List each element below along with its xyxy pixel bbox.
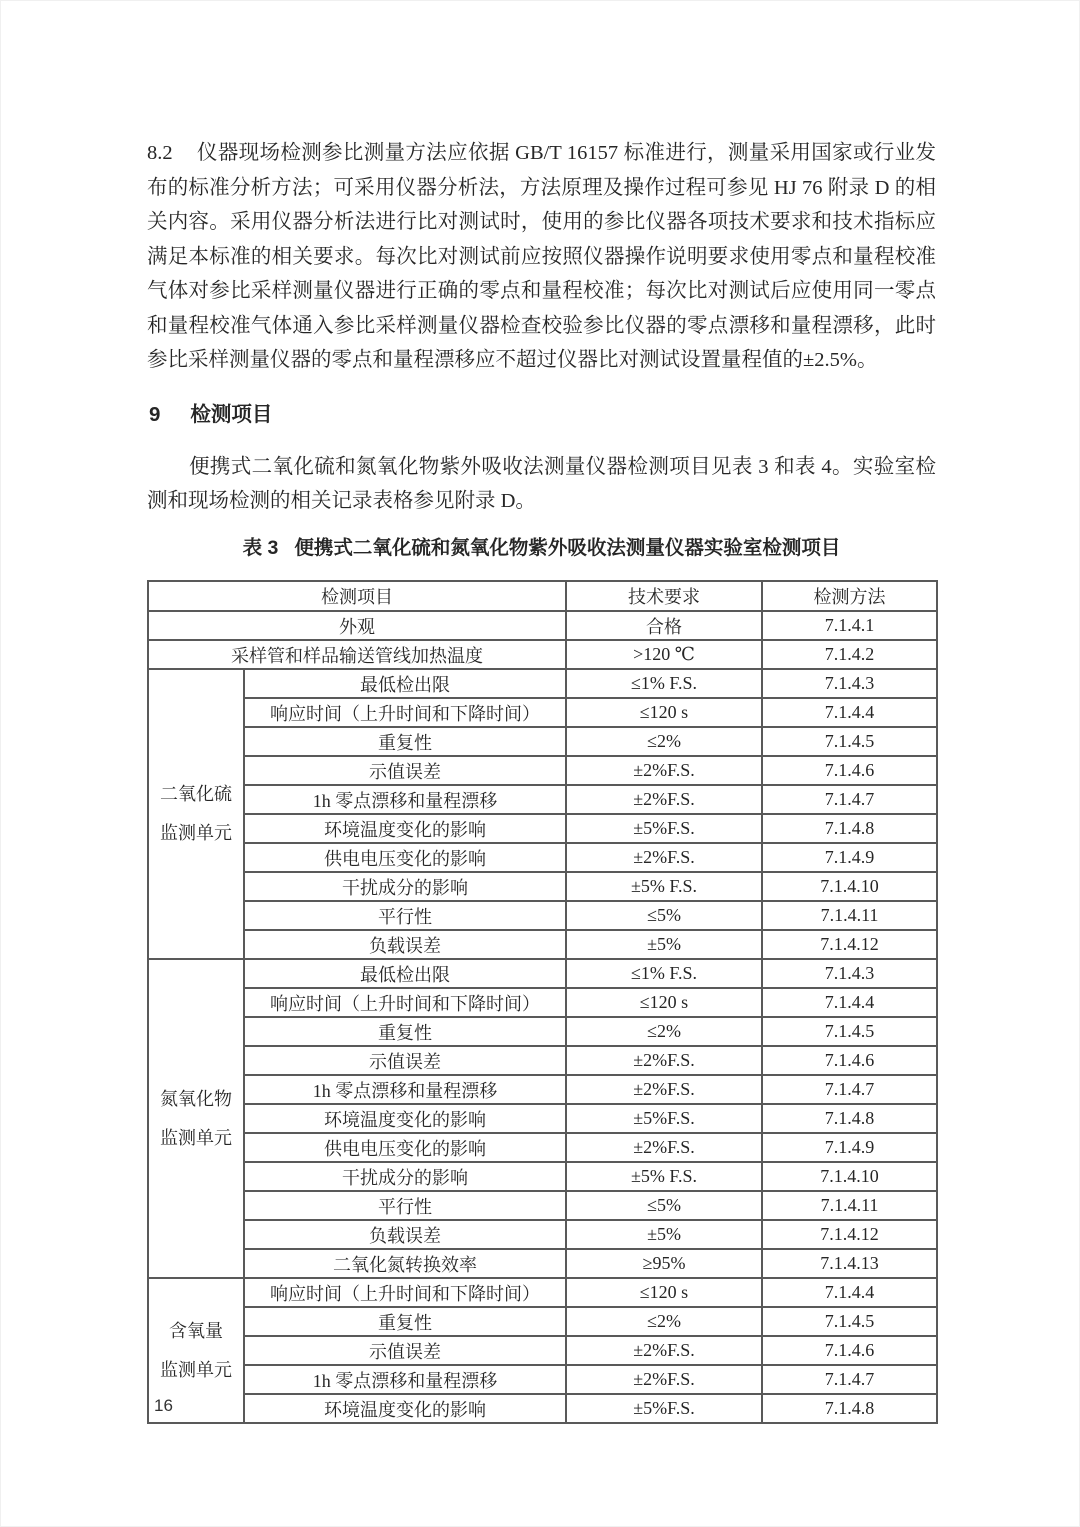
cell-group-line: 监测单元 <box>160 1359 232 1380</box>
table-row <box>148 1249 937 1278</box>
cell-method: 7.1.4.5 <box>762 1307 937 1336</box>
table-row <box>148 1336 937 1365</box>
cell-item: 供电电压变化的影响 <box>244 843 566 872</box>
table-row <box>148 872 937 901</box>
table-header-row <box>148 581 937 611</box>
section-9-paragraph: 便携式二氧化硫和氮氧化物紫外吸收法测量仪器检测项目见表 3 和表 4。实验室检测和现场检测的相关记录表格参见附录 D。 <box>147 455 936 512</box>
table-row <box>148 814 937 843</box>
table-row <box>148 698 937 727</box>
clause-8-2-number: 8.2 <box>147 142 173 164</box>
table-row <box>148 1191 937 1220</box>
cell-item: 最低检出限 <box>244 669 566 698</box>
cell-requirement: 合格 <box>566 611 762 640</box>
table-row <box>148 1365 937 1394</box>
table-row <box>148 785 937 814</box>
cell-requirement: ±5% F.S. <box>566 1162 762 1191</box>
cell-method: 7.1.4.5 <box>762 1017 937 1046</box>
cell-method: 7.1.4.4 <box>762 698 937 727</box>
cell-method: 7.1.4.8 <box>762 1104 937 1133</box>
cell-item: 负载误差 <box>244 930 566 959</box>
cell-requirement: ±2%F.S. <box>566 1365 762 1394</box>
cell-item: 干扰成分的影响 <box>244 872 566 901</box>
cell-requirement: ±2%F.S. <box>566 1046 762 1075</box>
cell-group-line: 氮氧化物 <box>160 1088 232 1109</box>
cell-requirement: ±5%F.S. <box>566 1104 762 1133</box>
cell-method: 7.1.4.7 <box>762 1075 937 1104</box>
table3 <box>147 580 938 1424</box>
cell-requirement: ≤2% <box>566 1017 762 1046</box>
cell-method: 7.1.4.3 <box>762 959 937 988</box>
cell-requirement: ≤2% <box>566 1307 762 1336</box>
cell-group-line: 含氧量 <box>169 1320 223 1341</box>
section-9-title: 检测项目 <box>190 402 273 426</box>
cell-item: 重复性 <box>244 1017 566 1046</box>
cell-method: 7.1.4.12 <box>762 1220 937 1249</box>
cell-item: 二氧化氮转换效率 <box>244 1249 566 1278</box>
cell-requirement: ±5%F.S. <box>566 814 762 843</box>
cell-method: 7.1.4.6 <box>762 756 937 785</box>
cell-item: 示值误差 <box>244 756 566 785</box>
cell-item: 环境温度变化的影响 <box>244 1394 566 1423</box>
table-row <box>148 1133 937 1162</box>
cell-method: 7.1.4.2 <box>762 640 937 669</box>
cell-requirement: ≤120 s <box>566 698 762 727</box>
section-9-heading <box>149 400 936 430</box>
cell-item: 最低检出限 <box>244 959 566 988</box>
col-header-method: 检测方法 <box>762 581 937 611</box>
cell-item: 供电电压变化的影响 <box>244 1133 566 1162</box>
cell-method: 7.1.4.10 <box>762 1162 937 1191</box>
cell-requirement: >120 ℃ <box>566 640 762 669</box>
cell-method: 7.1.4.9 <box>762 1133 937 1162</box>
cell-method: 7.1.4.1 <box>762 611 937 640</box>
cell-item: 响应时间（上升时间和下降时间） <box>244 1278 566 1307</box>
cell-requirement: ±5% <box>566 1220 762 1249</box>
cell-method: 7.1.4.10 <box>762 872 937 901</box>
cell-requirement: ±2%F.S. <box>566 785 762 814</box>
cell-method: 7.1.4.6 <box>762 1336 937 1365</box>
cell-item: 干扰成分的影响 <box>244 1162 566 1191</box>
cell-item: 重复性 <box>244 1307 566 1336</box>
cell-method: 7.1.4.5 <box>762 727 937 756</box>
cell-item: 采样管和样品输送管线加热温度 <box>148 640 566 669</box>
cell-requirement: ≤120 s <box>566 1278 762 1307</box>
table-row <box>148 930 937 959</box>
cell-requirement: ≥95% <box>566 1249 762 1278</box>
cell-group-line: 二氧化硫 <box>160 784 232 804</box>
cell-requirement: ≤5% <box>566 1191 762 1220</box>
cell-group-line: 监测单元 <box>160 823 232 843</box>
cell-method: 7.1.4.7 <box>762 785 937 814</box>
table-row <box>148 1394 937 1423</box>
cell-requirement: ±2%F.S. <box>566 1336 762 1365</box>
cell-item: 环境温度变化的影响 <box>244 814 566 843</box>
cell-method: 7.1.4.6 <box>762 1046 937 1075</box>
cell-group-line: 监测单元 <box>160 1127 232 1148</box>
table-row <box>148 669 937 698</box>
cell-method: 7.1.4.11 <box>762 1191 937 1220</box>
cell-item: 外观 <box>148 611 566 640</box>
cell-item: 平行性 <box>244 901 566 930</box>
table-row <box>148 756 937 785</box>
cell-requirement: ±5% <box>566 930 762 959</box>
table-row <box>148 640 937 669</box>
clause-8-2-text: 仪器现场检测参比测量方法应依据 GB/T 16157 标准进行，测量采用国家或行业发布的标准分析方法；可采用仪器分析法，方法原理及操作过程可参见 HJ 76 附录 D 的相关内容。采用仪器分析法进行比对测试时，使用的参比仪器各项技术要求和技术指标应满足本标准的相关要求。每次比对测试前应按照仪器操作说明要求使用零点和量程校准气体对参比采样测量仪器进行正确的零点和量程校准；每次比对测试后应使用同一零点和量程校准气体通入参比采样测量仪器检查校验参比仪器的零点漂移和量程漂移，此时参比采样测量仪器的零点和量程漂移应不超过仪器比对测试设置量程值的±2.5%。 <box>147 142 936 371</box>
table-row <box>148 1046 937 1075</box>
section-9-number: 9 <box>149 402 161 426</box>
cell-item: 环境温度变化的影响 <box>244 1104 566 1133</box>
cell-item: 响应时间（上升时间和下降时间） <box>244 698 566 727</box>
table-row <box>148 1017 937 1046</box>
cell-method: 7.1.4.11 <box>762 901 937 930</box>
col-header-item: 检测项目 <box>148 581 566 611</box>
cell-method: 7.1.4.8 <box>762 1394 937 1423</box>
page-content <box>147 136 936 1424</box>
cell-item: 响应时间（上升时间和下降时间） <box>244 988 566 1017</box>
cell-method: 7.1.4.9 <box>762 843 937 872</box>
cell-method: 7.1.4.8 <box>762 814 937 843</box>
table-row <box>148 1104 937 1133</box>
table3-caption <box>147 535 936 561</box>
cell-requirement: ±5%F.S. <box>566 1394 762 1423</box>
table-row <box>148 1162 937 1191</box>
cell-item: 1h 零点漂移和量程漂移 <box>244 785 566 814</box>
cell-requirement: ≤2% <box>566 727 762 756</box>
cell-item: 重复性 <box>244 727 566 756</box>
table-row <box>148 1278 937 1307</box>
cell-requirement: ±5% F.S. <box>566 872 762 901</box>
table3-caption-text: 便携式二氧化硫和氮氧化物紫外吸收法测量仪器实验室检测项目 <box>294 536 841 559</box>
table-row <box>148 1075 937 1104</box>
col-header-requirement: 技术要求 <box>566 581 762 611</box>
cell-group <box>148 959 244 1278</box>
table-row <box>148 611 937 640</box>
table-row <box>148 959 937 988</box>
cell-requirement: ≤1% F.S. <box>566 669 762 698</box>
cell-requirement: ±2%F.S. <box>566 1075 762 1104</box>
cell-requirement: ±2%F.S. <box>566 756 762 785</box>
clause-8-2-paragraph <box>147 136 936 378</box>
table-row <box>148 1220 937 1249</box>
table-row <box>148 1307 937 1336</box>
cell-requirement: ±2%F.S. <box>566 843 762 872</box>
cell-requirement: ≤5% <box>566 901 762 930</box>
cell-item: 平行性 <box>244 1191 566 1220</box>
cell-group <box>148 669 244 959</box>
cell-item: 1h 零点漂移和量程漂移 <box>244 1365 566 1394</box>
cell-method: 7.1.4.12 <box>762 930 937 959</box>
cell-method: 7.1.4.7 <box>762 1365 937 1394</box>
table-row <box>148 901 937 930</box>
page-number: 16 <box>154 1396 173 1415</box>
table3-caption-label: 表 3 <box>242 536 279 559</box>
cell-item: 负载误差 <box>244 1220 566 1249</box>
cell-method: 7.1.4.4 <box>762 1278 937 1307</box>
table-row <box>148 988 937 1017</box>
table-row <box>148 727 937 756</box>
cell-requirement: ≤1% F.S. <box>566 959 762 988</box>
cell-method: 7.1.4.4 <box>762 988 937 1017</box>
table3-body <box>148 611 937 1423</box>
cell-item: 1h 零点漂移和量程漂移 <box>244 1075 566 1104</box>
cell-requirement: ±2%F.S. <box>566 1133 762 1162</box>
cell-item: 示值误差 <box>244 1046 566 1075</box>
cell-method: 7.1.4.3 <box>762 669 937 698</box>
table-row <box>148 843 937 872</box>
cell-item: 示值误差 <box>244 1336 566 1365</box>
cell-method: 7.1.4.13 <box>762 1249 937 1278</box>
cell-requirement: ≤120 s <box>566 988 762 1017</box>
